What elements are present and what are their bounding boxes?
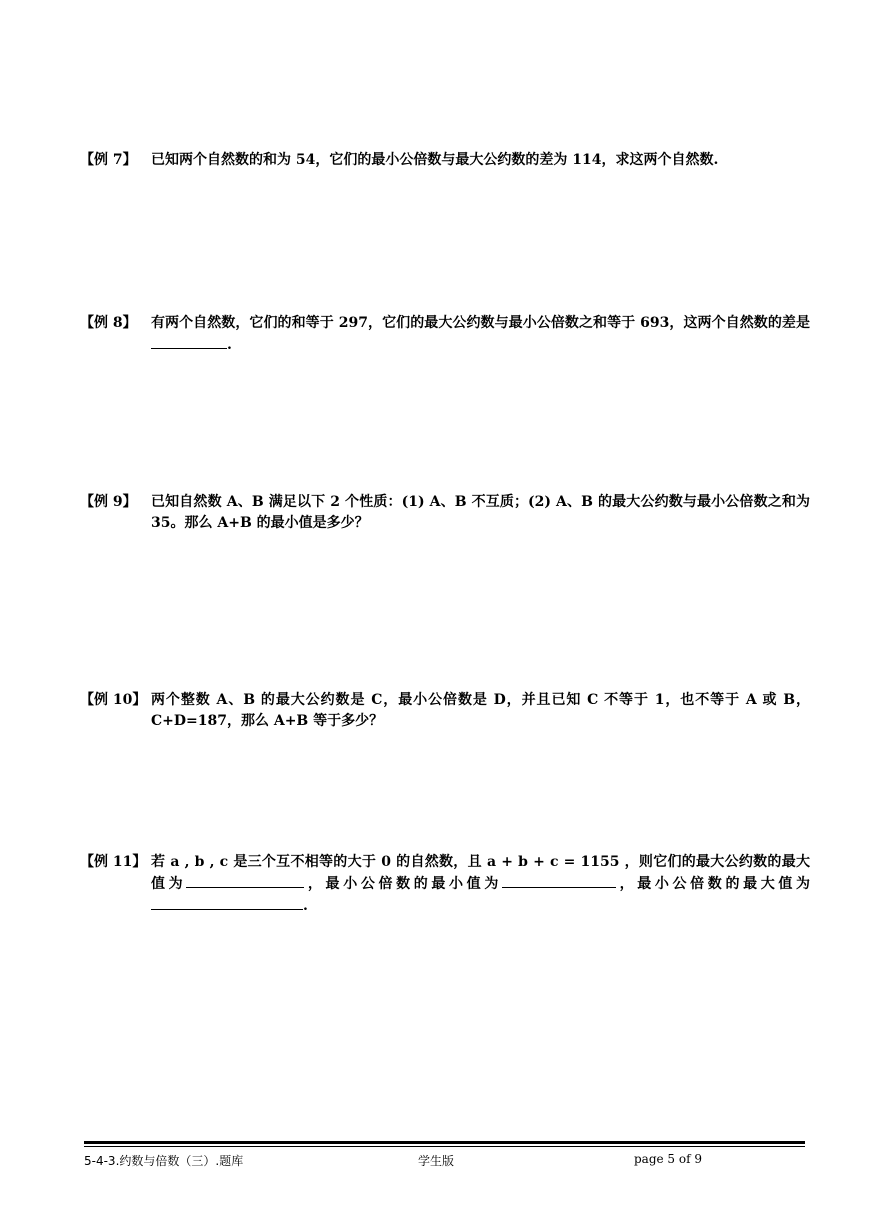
problem-text: 已知自然数 A、B 满足以下 2 个性质：(1) A、B 不互质；(2) A、B 的最大公约数与最小公倍数之和为 35。那么 A+B 的最小值是多少？ — [151, 494, 810, 531]
problem-tag: 【例 8】 — [80, 315, 137, 331]
problem-8 — [80, 313, 810, 356]
footer-left: 5-4-3.约数与倍数（三）.题库 — [84, 1154, 244, 1168]
problem-11 — [80, 852, 810, 917]
problem-9 — [80, 492, 810, 534]
answer-blank[interactable] — [502, 873, 616, 888]
problem-tag: 【例 7】 — [80, 152, 137, 168]
problem-text: 若 a , b , c 是三个互不相等的大于 0 的自然数，且 a + b + c = 1155 ，则它们的最大公约数的最大值为 ，最小公倍数的最小值为 ，最小公倍数的最大值为. — [151, 854, 811, 914]
problem-text: 两个整数 A、B 的最大公约数是 C，最小公倍数是 D，并且已知 C 不等于 1，也不等于 A 或 B，C+D=187，那么 A+B 等于多少？ — [151, 692, 810, 729]
footer-right: page 5 of 9 — [634, 1152, 702, 1166]
problem-text: 已知两个自然数的和为 54，它们的最小公倍数与最大公约数的差为 114，求这两个自然数. — [151, 152, 719, 168]
problem-tag: 【例 9】 — [80, 494, 137, 510]
footer-rule — [84, 1141, 805, 1144]
answer-blank[interactable] — [151, 334, 227, 349]
footer-center: 学生版 — [418, 1154, 455, 1168]
problem-tag: 【例 10】 — [80, 692, 147, 708]
problem-10 — [80, 690, 810, 732]
footer-rule-thin — [84, 1146, 805, 1147]
answer-blank[interactable] — [151, 895, 303, 910]
problem-tag: 【例 11】 — [80, 854, 147, 870]
problem-text: 有两个自然数，它们的和等于 297，它们的最大公约数与最小公倍数之和等于 693，这两个自然数的差是. — [151, 315, 810, 353]
problem-7 — [80, 150, 810, 171]
answer-blank[interactable] — [186, 873, 304, 888]
